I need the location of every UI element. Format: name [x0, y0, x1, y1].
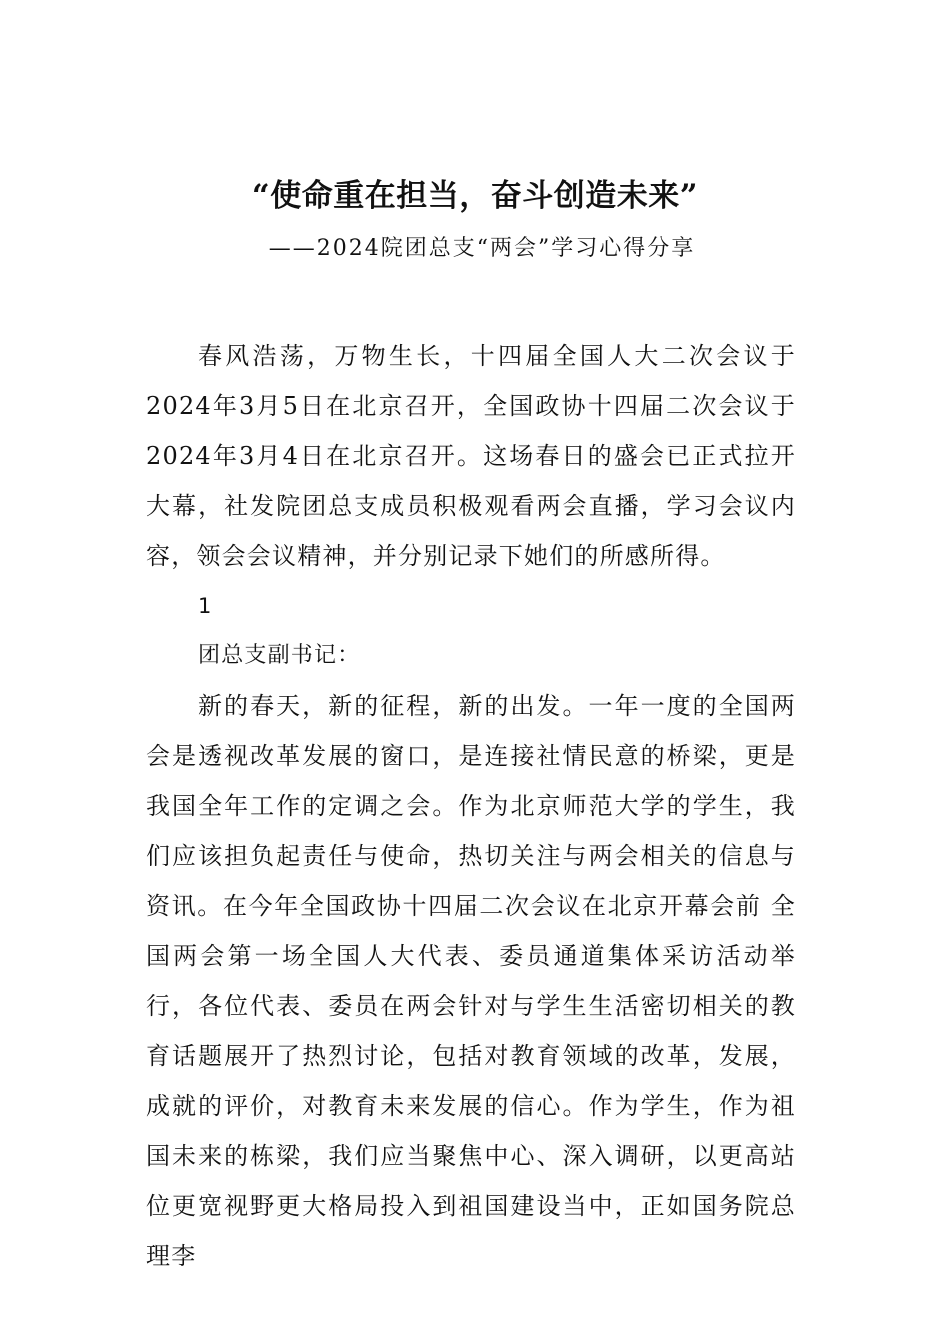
document-body — [146, 331, 796, 1281]
section-heading: 团总支副书记： — [198, 643, 361, 668]
intro-paragraph: 春风浩荡，万物生长，十四届全国人大二次会议于2024年3月5日在北京召开，全国政协十四届二次会议于2024年3月4日在北京召开。这场春日的盛会已正式拉开大幕，社发院团总支成员积极观看两会直播，学习会议内容，领会会议精神，并分别记录下她们的所感所得。 — [146, 342, 796, 570]
section-number: 1 — [198, 594, 213, 618]
section-paragraph: 新的春天，新的征程，新的出发。一年一度的全国两会是透视改革发展的窗口，是连接社情民意的桥梁，更是我国全年工作的定调之会。作为北京师范大学的学生，我们应该担负起责任与使命，热切关注与两会相关的信息与资讯。在今年全国政协十四届二次会议在北京开幕会前 全国两会第一场全国人大代表、委员通道集体采访活动举行，各位代表、委员在两会针对与学生生活密切相关的教育话题展开了热烈讨论，包括对教育领域的改革，发展，成就的评价，对教育未来发展的信心。作为学生，作为祖国未来的栋梁，我们应当聚焦中心、深入调研，以更高站位更宽视野更大格局投入到祖国建设当中，正如国务院总理李 — [146, 692, 796, 1270]
document-title: “使命重在担当，奋斗创造未来” — [251, 178, 699, 214]
document-subtitle: ——2024院团总支“两会”学习心得分享 — [268, 236, 696, 261]
